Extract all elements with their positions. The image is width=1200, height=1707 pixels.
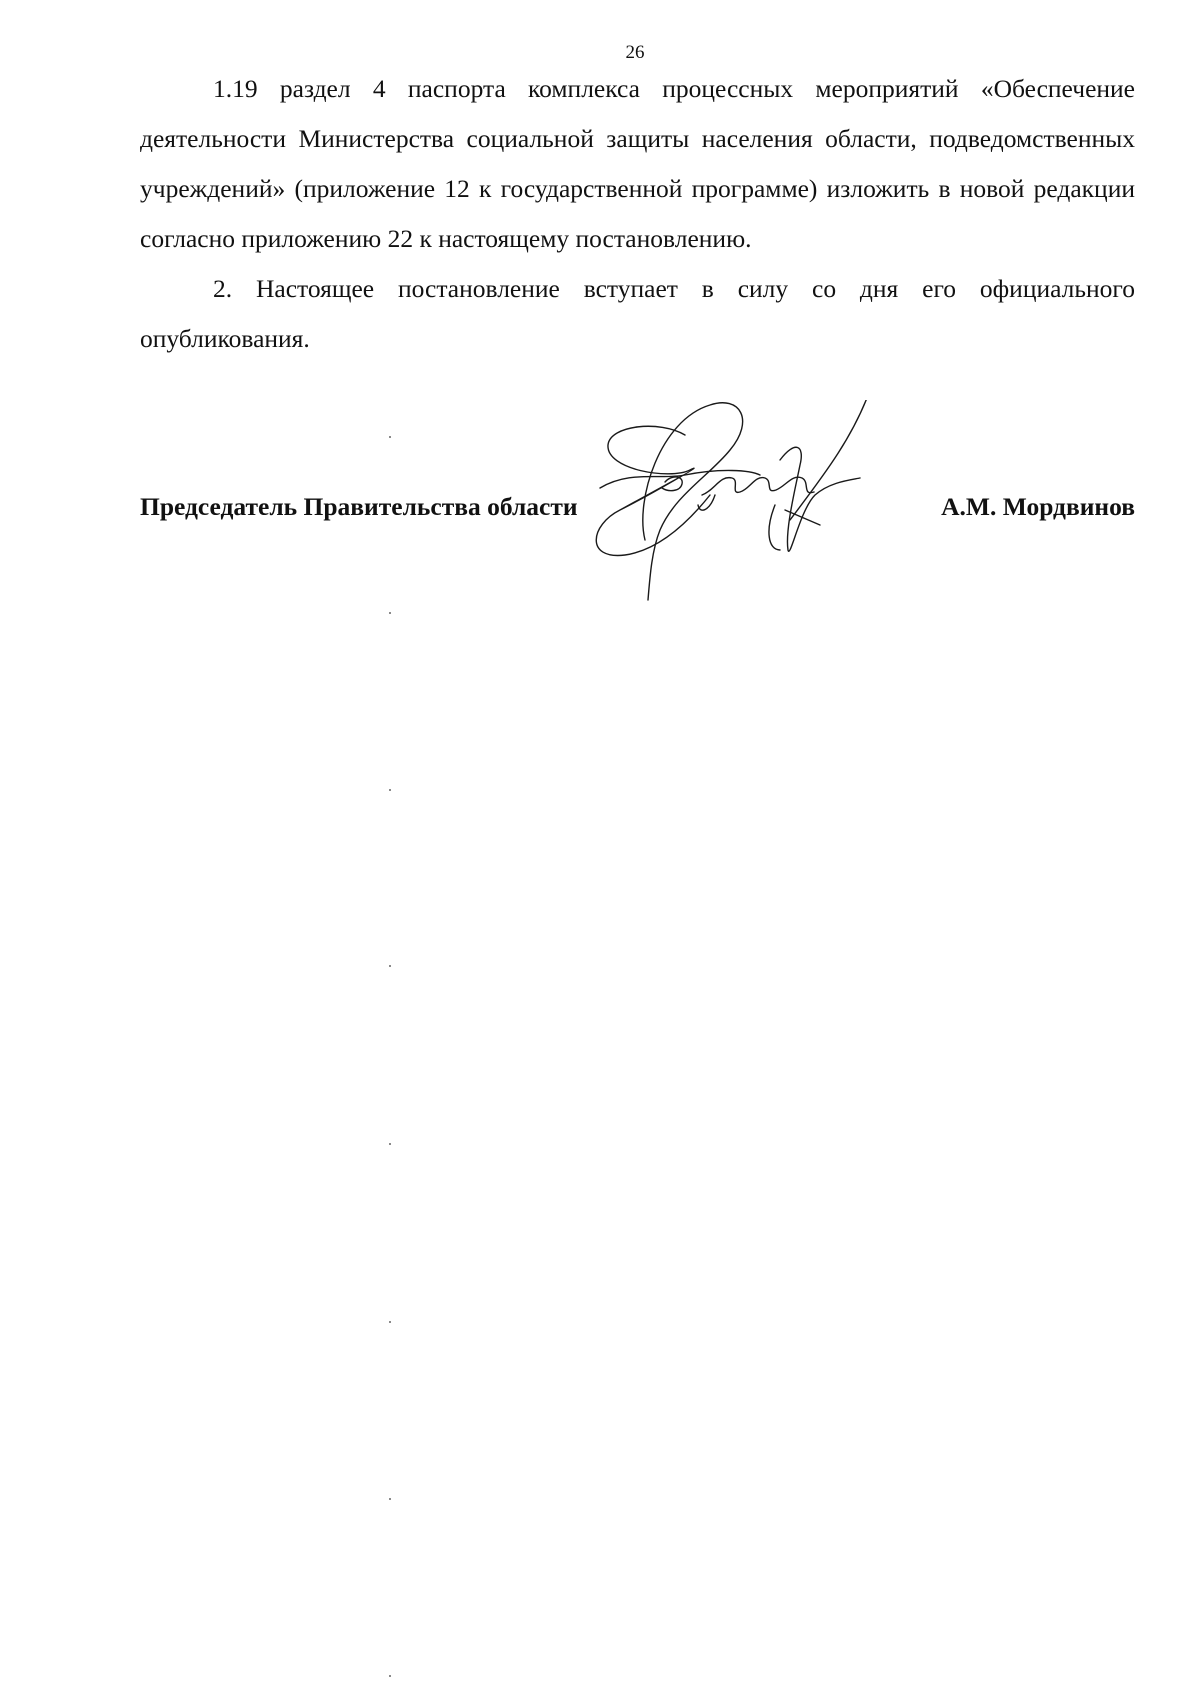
scan-artifact bbox=[389, 1143, 391, 1145]
scan-artifact bbox=[389, 789, 391, 791]
scan-artifact bbox=[389, 1321, 391, 1323]
scan-artifact bbox=[389, 1498, 391, 1500]
handwritten-signature bbox=[590, 400, 950, 610]
document-body bbox=[140, 64, 1135, 364]
signer-name: А.М. Мордвинов bbox=[941, 492, 1135, 521]
paragraph-item-2: 2. Настоящее постановление вступает в силу со дня его официального опубликования. bbox=[140, 274, 1135, 353]
scan-artifact bbox=[389, 436, 391, 438]
page-number: 26 bbox=[625, 42, 645, 63]
signer-position: Председатель Правительства области bbox=[140, 492, 578, 521]
scan-artifact bbox=[389, 612, 391, 614]
paragraph-item-1-19: 1.19 раздел 4 паспорта комплекса процессных мероприятий «Обеспечение деятельности Министерства социальной защиты населения области, подведомственных учреждений» (приложение 12 к государственной программе) изложить в новой редакции согласно приложению 22 к настоящему постановлению. bbox=[140, 74, 1135, 253]
scan-artifact bbox=[389, 1675, 391, 1677]
scan-artifact bbox=[389, 965, 391, 967]
